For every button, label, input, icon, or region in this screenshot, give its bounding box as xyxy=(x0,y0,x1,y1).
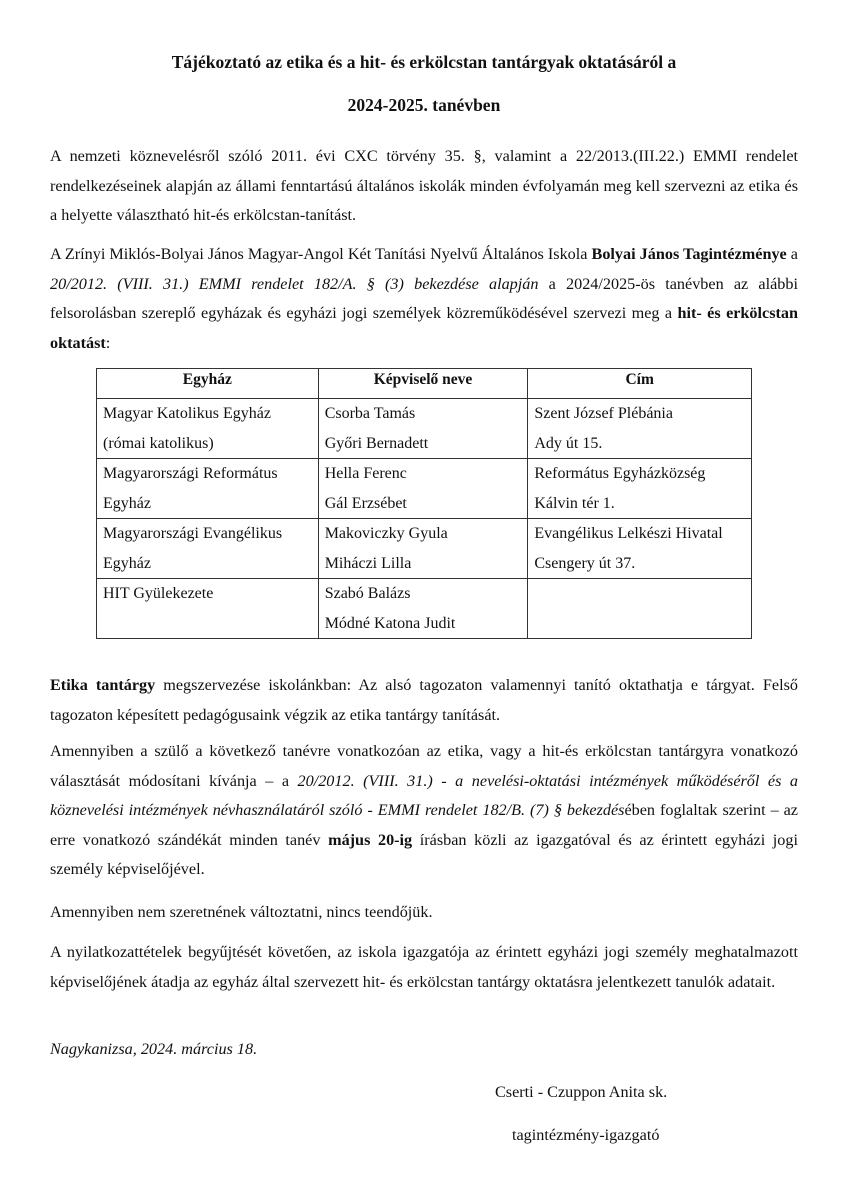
cell-line: Evangélikus Lelkészi Hivatal xyxy=(534,525,723,542)
p2-subject-name: hit- és erkölcstan oktatást xyxy=(50,304,798,352)
header-church: Egyház xyxy=(97,369,319,399)
cell-line: Református Egyházközség xyxy=(534,465,706,482)
cell-line: (római katolikus) xyxy=(103,434,214,452)
p3-ethics-label: Etika tantárgy xyxy=(50,676,156,694)
p3-text: megszervezése iskolánkban: Az alsó tagozaton valamennyi tanító oktathatja e tárgyat. Felső tagozaton képesített pedagógusaink végzik az etika tantárgy tanítását. xyxy=(50,676,798,724)
cell-line: Miháczi Lilla xyxy=(324,554,412,572)
paragraph-school-organization xyxy=(50,240,798,358)
cell-representative xyxy=(318,519,528,579)
cell-address xyxy=(528,519,752,579)
table-row xyxy=(97,399,752,459)
p2-text-a: A Zrínyi Miklós-Bolyai János Magyar-Angol Két Tanítási Nyelvű Általános Iskola xyxy=(50,245,592,263)
signature-title: tagintézmény-igazgató xyxy=(512,1126,660,1144)
table-row xyxy=(97,519,752,579)
cell-line: Ady út 15. xyxy=(534,434,603,452)
paragraph-ethics-subject xyxy=(50,671,798,730)
p2-school-name: Bolyai János Tagintézménye xyxy=(591,245,787,263)
document-title-line-2: 2024-2025. tanévben xyxy=(347,95,501,115)
place-and-date: Nagykanizsa, 2024. március 18. xyxy=(50,1040,258,1058)
table-row xyxy=(97,579,752,639)
p4-text-e: írásban közli az igazgatóval és az érintett egyházi jogi személy képviselőjével. xyxy=(50,830,798,878)
header-representative: Képviselő neve xyxy=(318,369,528,399)
p2-text-e: a 2024/2025-ös tanévben az alábbi felsorolásban szereplő egyházak és egyházi jogi személyek közreműködésével szervezi meg a xyxy=(50,274,798,322)
p4-text-c: ében foglaltak szerint – az erre vonatkozó szándékát minden tanév xyxy=(50,801,798,849)
cell-address xyxy=(528,399,752,459)
cell-line: Egyház xyxy=(103,494,151,512)
cell-church xyxy=(97,519,319,579)
p2-regulation-ref: 20/2012. (VIII. 31.) EMMI rendelet 182/A. § (3) bekezdése alapján xyxy=(50,274,539,293)
cell-church xyxy=(97,399,319,459)
signature-name: Cserti - Czuppon Anita sk. xyxy=(495,1083,668,1101)
cell-line: Módné Katona Judit xyxy=(324,614,456,632)
cell-line: Magyarországi Evangélikus xyxy=(103,525,283,542)
table-header-row xyxy=(97,369,752,399)
cell-line: Győri Bernadett xyxy=(324,434,429,452)
cell-representative xyxy=(318,399,528,459)
document-title-line-1: Tájékoztató az etika és a hit- és erkölcstan tantárgyak oktatásáról a xyxy=(171,52,677,72)
cell-church xyxy=(97,459,319,519)
paragraph-no-change: Amennyiben nem szeretnének változtatni, nincs teendőjük. xyxy=(50,903,433,921)
church-representatives-table xyxy=(96,368,752,639)
p2-text-g: : xyxy=(105,333,111,352)
cell-line: Szent József Plébánia xyxy=(534,405,673,422)
cell-line: Gál Erzsébet xyxy=(324,494,407,512)
cell-line: Hella Ferenc xyxy=(324,465,407,482)
p2-text-c: a xyxy=(786,245,798,263)
cell-line: Egyház xyxy=(103,554,151,572)
header-address: Cím xyxy=(528,369,752,399)
cell-address xyxy=(528,579,752,639)
cell-line: HIT Gyülekezete xyxy=(103,585,214,602)
p4-regulation-ref: 20/2012. (VIII. 31.) - a nevelési-oktatási intézmények működéséről és a köznevelési intézmények névhasználatáról szóló - EMMI rendelet 182/B. (7) § bekezdés xyxy=(50,771,798,819)
cell-line: Magyar Katolikus Egyház xyxy=(103,405,271,422)
cell-line: Makoviczky Gyula xyxy=(324,525,448,542)
cell-line: Csorba Tamás xyxy=(324,405,416,422)
cell-line: Magyarországi Református xyxy=(103,465,278,482)
p4-deadline: május 20-ig xyxy=(328,830,413,849)
paragraph-legal-basis: A nemzeti köznevelésről szóló 2011. évi CXC törvény 35. §, valamint a 22/2013.(III.22.) EMMI rendelet rendelkezéseinek alapján az állami fenntartású általános iskolák minden évfolyamán meg kell szervezni az etika és a helyette választható hit-és erkölcstan-tanítást. xyxy=(50,147,798,224)
cell-address xyxy=(528,459,752,519)
cell-line: Szabó Balázs xyxy=(324,585,411,602)
cell-line: Kálvin tér 1. xyxy=(534,494,615,512)
paragraph-data-transfer: A nyilatkozattételek begyűjtését követően, az iskola igazgatója az érintett egyházi jogi személy meghatalmazott képviselőjének átadja az egyház által szervezett hit- és erkölcstan tantárgy oktatásra jelentkezett tanulók adatait. xyxy=(50,943,798,991)
p4-text-a: Amennyiben a szülő a következő tanévre vonatkozóan az etika, vagy a hit-és erkölcstan tantárgyra vonatkozó választását módosítani kívánja – a xyxy=(50,742,798,790)
table-row xyxy=(97,459,752,519)
cell-representative xyxy=(318,459,528,519)
cell-line: Csengery út 37. xyxy=(534,554,636,572)
cell-representative xyxy=(318,579,528,639)
paragraph-change-choice xyxy=(50,737,798,885)
cell-church xyxy=(97,579,319,639)
